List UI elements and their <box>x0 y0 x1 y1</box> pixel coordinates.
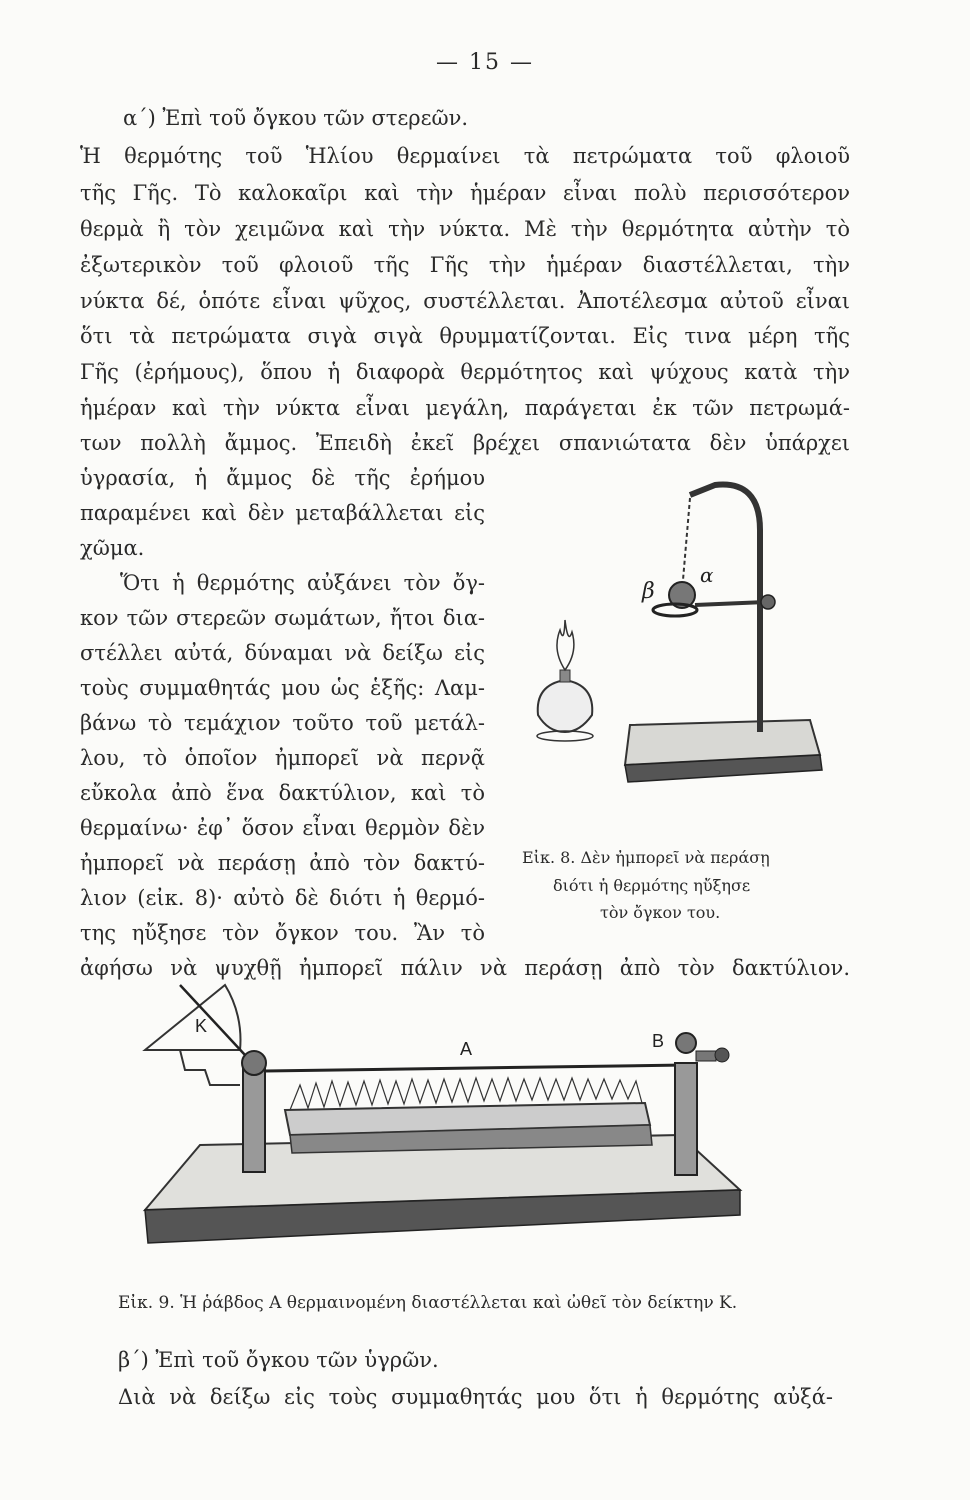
text-line: λου, τὸ ὁποῖον ἠμπορεῖ νὰ περνᾷ <box>80 746 485 770</box>
label-a: α <box>700 563 714 587</box>
text-line: ἡμέραν καὶ τὴν νύκτα εἶναι μεγάλη, παράγεται ἐκ τῶν πετρωμά- <box>80 396 850 420</box>
right-post <box>675 1063 697 1175</box>
label-b-post: B <box>652 1031 665 1051</box>
figure-8-caption: τὸν ὄγκον του. <box>600 903 721 922</box>
text-line: θερμαίνω· ἐφ᾽ ὅσον εἶναι θερμὸν δὲν <box>80 816 485 840</box>
text-line: λιον (εἰκ. 8)· αὐτὸ δὲ διότι ἡ θερμό- <box>80 886 485 910</box>
text-line: Διὰ νὰ δείξω εἰς τοὺς συμμαθητάς μου ὅτι ἡ θερμότης αὐξά- <box>118 1385 833 1409</box>
text-line: νύκτα δέ, ὁπότε εἶναι ψῦχος, συστέλλεται. Ἀποτέλεσμα αὐτοῦ εἶναι <box>80 289 850 313</box>
text-line: των πολλὴ ἄμμος. Ἐπειδὴ ἐκεῖ βρέχει σπανιώτατα δὲν ὑπάρχει <box>80 431 850 455</box>
text-line: της ηὔξησε τὸν ὄγκον του. Ἂν τὸ <box>80 921 485 945</box>
figure-9-illustration <box>140 975 760 1250</box>
stand-rod <box>690 485 760 732</box>
label-k: K <box>195 1016 208 1036</box>
text-line: ἐξωτερικὸν τοῦ φλοιοῦ τῆς Γῆς τὴν ἡμέραν διαστέλλεται, τὴν <box>80 253 850 277</box>
section-b-heading: β΄) Ἐπὶ τοῦ ὄγκου τῶν ὑγρῶν. <box>118 1348 439 1372</box>
text-line: βάνω τὸ τεμάχιον τοῦτο τοῦ μετάλ- <box>80 711 485 735</box>
label-a-rod: A <box>460 1039 473 1059</box>
text-line: εὔκολα ἀπὸ ἕνα δακτύλιον, καὶ τὸ <box>80 781 485 805</box>
text-line: ὑγρασία, ἡ ἄμμος δὲ τῆς ἐρήμου <box>80 466 485 490</box>
text-line: στέλλει αὐτά, δύναμαι νὰ δείξω εἰς <box>80 641 485 665</box>
page-number: — 15 — <box>436 50 534 75</box>
text-line: Ὅτι ἡ θερμότης αὐξάνει τὸν ὄγ- <box>120 571 485 595</box>
text-line: τῆς Γῆς. Τὸ καλοκαῖρι καὶ τὴν ἡμέραν εἶναι πολὺ περισσότερον <box>80 181 850 205</box>
figure-8-caption: διότι ἡ θερμότης ηὔξησε <box>553 876 751 895</box>
text-line: ἀφήσω νὰ ψυχθῇ ἠμπορεῖ πάλιν νὰ περάσῃ ἀπὸ τὸν δακτύλιον. <box>80 956 850 980</box>
label-b: β <box>642 579 655 604</box>
spirit-lamp <box>538 680 593 732</box>
text-line: παραμένει καὶ δὲν μεταβάλλεται εἰς <box>80 501 485 525</box>
text-line: Γῆς (ἐρήμους), ὅπου ἡ διαφορὰ θερμότητος καὶ ψύχους κατὰ τὴν <box>80 360 850 384</box>
figure-8-caption: Εἰκ. 8. Δὲν ἠμπορεῖ νὰ περάσῃ <box>522 848 770 867</box>
left-post <box>243 1067 265 1172</box>
figure-8-illustration <box>520 470 870 810</box>
ring-arm <box>695 602 765 605</box>
text-line: ἠμπορεῖ νὰ περάσῃ ἀπὸ τὸν δακτύ- <box>80 851 485 875</box>
text-line: ὅτι τὰ πετρώματα σιγὰ σιγὰ θρυμματίζονται. Εἰς τινα μέρη τῆς <box>80 324 850 348</box>
text-line: χῶμα. <box>80 536 145 560</box>
flame <box>557 620 574 670</box>
figure-9-caption: Εἰκ. 9. Ἡ ῥάβδος Α θερμαινομένη διαστέλλεται καὶ ὠθεῖ τὸν δείκτην Κ. <box>118 1293 738 1313</box>
text-line: Ἡ θερμότης τοῦ Ἡλίου θερμαίνει τὰ πετρώματα τοῦ φλοιοῦ <box>80 144 850 168</box>
section-a-heading: α΄) Ἐπὶ τοῦ ὄγκου τῶν στερεῶν. <box>123 106 469 130</box>
dial-sector <box>145 985 240 1050</box>
metal-rod <box>265 1065 685 1071</box>
text-line: θερμὰ ἢ τὸν χειμῶνα καὶ τὴν νύκτα. Μὲ τὴν θερμότητα αὐτὴν τὸ <box>80 217 850 241</box>
text-line: κον τῶν στερεῶν σωμάτων, ἤτοι δια- <box>80 606 485 630</box>
text-line: τοὺς συμμαθητάς μου ὡς ἑξῆς: Λαμ- <box>80 676 485 700</box>
chain <box>683 498 690 580</box>
